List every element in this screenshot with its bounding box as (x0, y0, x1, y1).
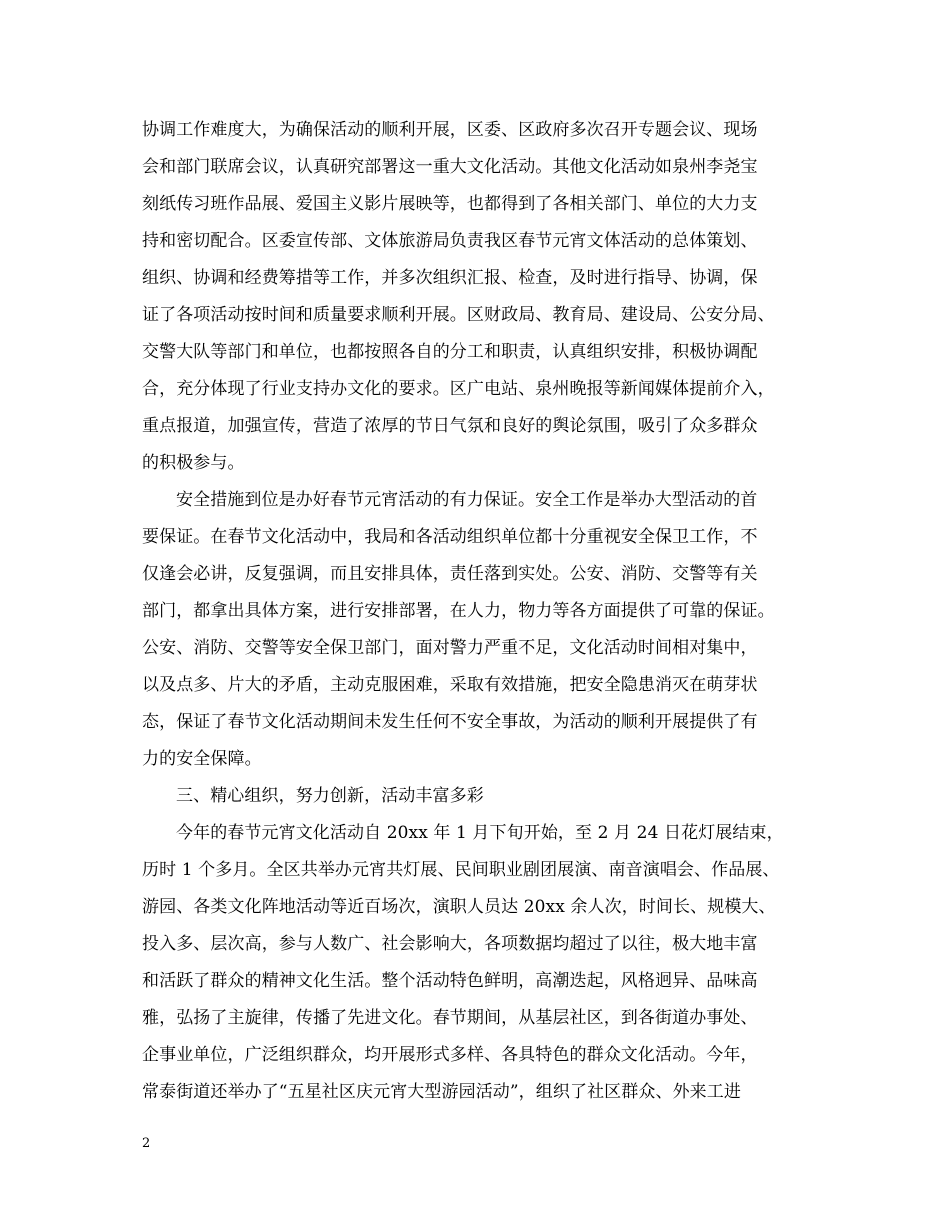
text-line: 会和部门联席会议，认真研究部署这一重大文化活动。其他文化活动如泉州李尧宝 (142, 157, 758, 177)
text-line: 力的安全保障。 (142, 749, 262, 769)
text-line: 部门，都拿出具体方案，进行安排部署，在人力，物力等各方面提供了可靠的保证。 (142, 601, 775, 621)
text-line: 重点报道，加强宣传，营造了浓厚的节日气氛和良好的舆论氛围，吸引了众多群众 (142, 416, 758, 436)
text-line: 公安、消防、交警等安全保卫部门，面对警力严重不足，文化活动时间相对集中， (142, 638, 758, 658)
paragraph-first-line: 安全措施到位是办好春节元宵活动的有力保证。安全工作是举办大型活动的首 (176, 490, 758, 510)
text-line: 以及点多、片大的矛盾，主动克服困难，采取有效措施，把安全隐患消灭在萌芽状 (142, 675, 758, 695)
text-line: 企事业单位，广泛组织群众，均开展形式多样、各具特色的群众文化活动。今年， (142, 1045, 758, 1065)
text-line: 态，保证了春节文化活动期间未发生任何不安全事故，为活动的顺利开展提供了有 (142, 712, 758, 732)
text-line: 协调工作难度大，为确保活动的顺利开展，区委、区政府多次召开专题会议、现场 (142, 120, 758, 140)
text-line: 证了各项活动按时间和质量要求顺利开展。区财政局、教育局、建设局、公安分局、 (142, 305, 775, 325)
section-heading: 三、精心组织，努力创新，活动丰富多彩 (176, 786, 484, 806)
text-line: 的积极参与。 (142, 453, 245, 473)
page-number: 2 (142, 1136, 151, 1151)
text-line: 历时 1 个多月。全区共举办元宵共灯展、民间职业剧团展演、南音演唱会、作品展、 (142, 860, 780, 880)
text-line: 雅，弘扬了主旋律，传播了先进文化。春节期间，从基层社区，到各街道办事处、 (142, 1008, 758, 1028)
text-line: 交警大队等部门和单位，也都按照各自的分工和职责，认真组织安排，积极协调配 (142, 342, 758, 362)
text-line: 和活跃了群众的精神文化生活。整个活动特色鲜明，高潮迭起，风格迥异、品味高 (142, 971, 758, 991)
text-line: 仅逢会必讲，反复强调，而且安排具体，责任落到实处。公安、消防、交警等有关 (142, 564, 758, 584)
text-line: 合，充分体现了行业支持办文化的要求。区广电站、泉州晚报等新闻媒体提前介入， (142, 379, 775, 399)
paragraph-first-line: 今年的春节元宵文化活动自 20xx 年 1 月下旬开始，至 2 月 24 日花灯展结束， (176, 823, 784, 843)
text-line: 常泰街道还举办了“五星社区庆元宵大型游园活动”，组织了社区群众、外来工进 (142, 1082, 741, 1102)
text-line: 刻纸传习班作品展、爱国主义影片展映等，也都得到了各相关部门、单位的大力支 (142, 194, 758, 214)
text-line: 持和密切配合。区委宣传部、文体旅游局负责我区春节元宵文体活动的总体策划、 (142, 231, 758, 251)
text-line: 组织、协调和经费筹措等工作，并多次组织汇报、检查，及时进行指导、协调，保 (142, 268, 758, 288)
text-line: 要保证。在春节文化活动中，我局和各活动组织单位都十分重视安全保卫工作，不 (142, 527, 758, 547)
text-line: 游园、各类文化阵地活动等近百场次，演职人员达 20xx 余人次，时间长、规模大、 (142, 897, 776, 917)
text-line: 投入多、层次高，参与人数广、社会影响大，各项数据均超过了以往，极大地丰富 (142, 934, 758, 954)
